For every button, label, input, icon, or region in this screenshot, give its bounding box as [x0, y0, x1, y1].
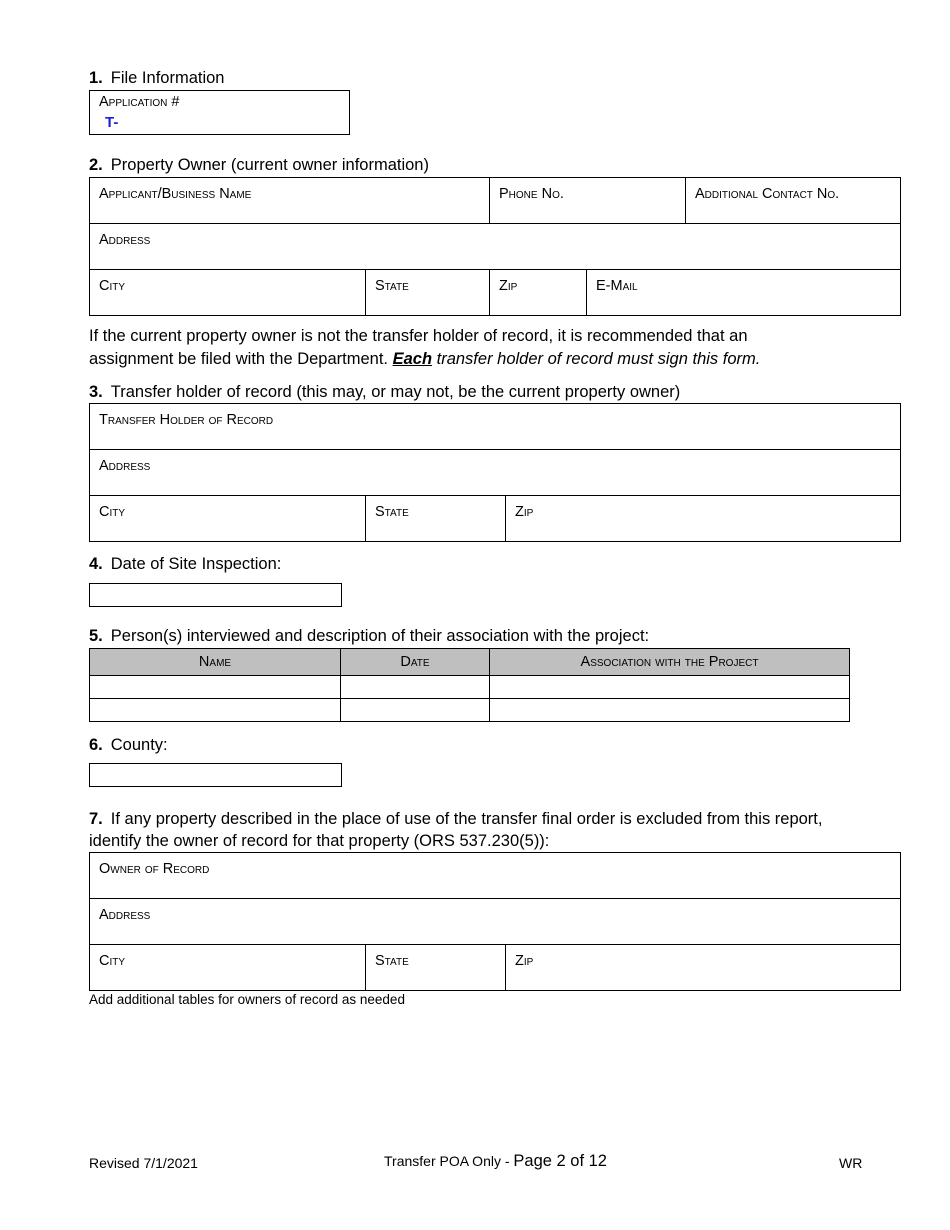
record-owner-name-field[interactable]: Owner of Record [90, 853, 901, 899]
assignment-notice: If the current property owner is not the transfer holder of record, it is recommended that an assignment be filed with the Department. Each transfer holder of record must sign this form. [89, 327, 761, 368]
section-6-title: 6. County: [89, 736, 168, 754]
person-name-cell[interactable] [90, 699, 341, 722]
transfer-holder-table [89, 403, 901, 542]
holder-name-field[interactable]: Transfer Holder of Record [90, 404, 901, 450]
holder-address-field[interactable]: Address [90, 450, 901, 496]
column-header-name: Name [90, 649, 341, 676]
footer-page-info: Transfer POA Only - Page 2 of 12 [384, 1152, 607, 1170]
person-association-cell[interactable] [490, 699, 850, 722]
person-name-cell[interactable] [90, 676, 341, 699]
owner-state-field[interactable]: State [366, 270, 490, 316]
owner-address-field[interactable]: Address [90, 224, 901, 270]
record-owner-zip-field[interactable]: Zip [506, 945, 901, 991]
application-number-value[interactable]: T- [105, 114, 119, 131]
record-owner-city-field[interactable]: City [90, 945, 366, 991]
record-owner-state-field[interactable]: State [366, 945, 506, 991]
record-owner-address-field[interactable]: Address [90, 899, 901, 945]
owner-email-field[interactable]: E-Mail [587, 270, 901, 316]
owner-of-record-table [89, 852, 901, 991]
section-1-title: 1. File Information [89, 69, 225, 87]
holder-zip-field[interactable]: Zip [506, 496, 901, 542]
persons-interviewed-table [89, 648, 850, 722]
property-owner-table [89, 177, 901, 316]
holder-state-field[interactable]: State [366, 496, 506, 542]
person-date-cell[interactable] [341, 699, 490, 722]
footer-revised-date: Revised 7/1/2021 [89, 1155, 198, 1171]
section-4-title: 4. Date of Site Inspection: [89, 555, 282, 573]
additional-tables-note: Add additional tables for owners of record as needed [89, 992, 405, 1007]
section-5-title: 5. Person(s) interviewed and description of their association with the project: [89, 627, 650, 645]
owner-phone-field[interactable]: Phone No. [490, 178, 686, 224]
application-number-field[interactable] [89, 90, 350, 135]
person-date-cell[interactable] [341, 676, 490, 699]
owner-zip-field[interactable]: Zip [490, 270, 587, 316]
owner-name-field[interactable]: Applicant/Business Name [90, 178, 490, 224]
owner-city-field[interactable]: City [90, 270, 366, 316]
section-7-title: 7. If any property described in the place of use of the transfer final order is excluded from this report, identify the owner of record for that property (ORS 537.230(5)): [89, 810, 823, 850]
section-2-title: 2. Property Owner (current owner information) [89, 156, 429, 174]
table-row [90, 676, 850, 699]
owner-additional-contact-field[interactable]: Additional Contact No. [686, 178, 901, 224]
column-header-association: Association with the Project [490, 649, 850, 676]
page-number: Page 2 of 12 [513, 1152, 607, 1170]
person-association-cell[interactable] [490, 676, 850, 699]
table-row [90, 699, 850, 722]
application-number-label: Application # [99, 94, 180, 110]
county-input[interactable] [89, 763, 342, 787]
section-3-title: 3. Transfer holder of record (this may, or may not, be the current property owner) [89, 383, 681, 401]
footer-code: WR [839, 1155, 863, 1171]
site-inspection-date-input[interactable] [89, 583, 342, 607]
column-header-date: Date [341, 649, 490, 676]
holder-city-field[interactable]: City [90, 496, 366, 542]
